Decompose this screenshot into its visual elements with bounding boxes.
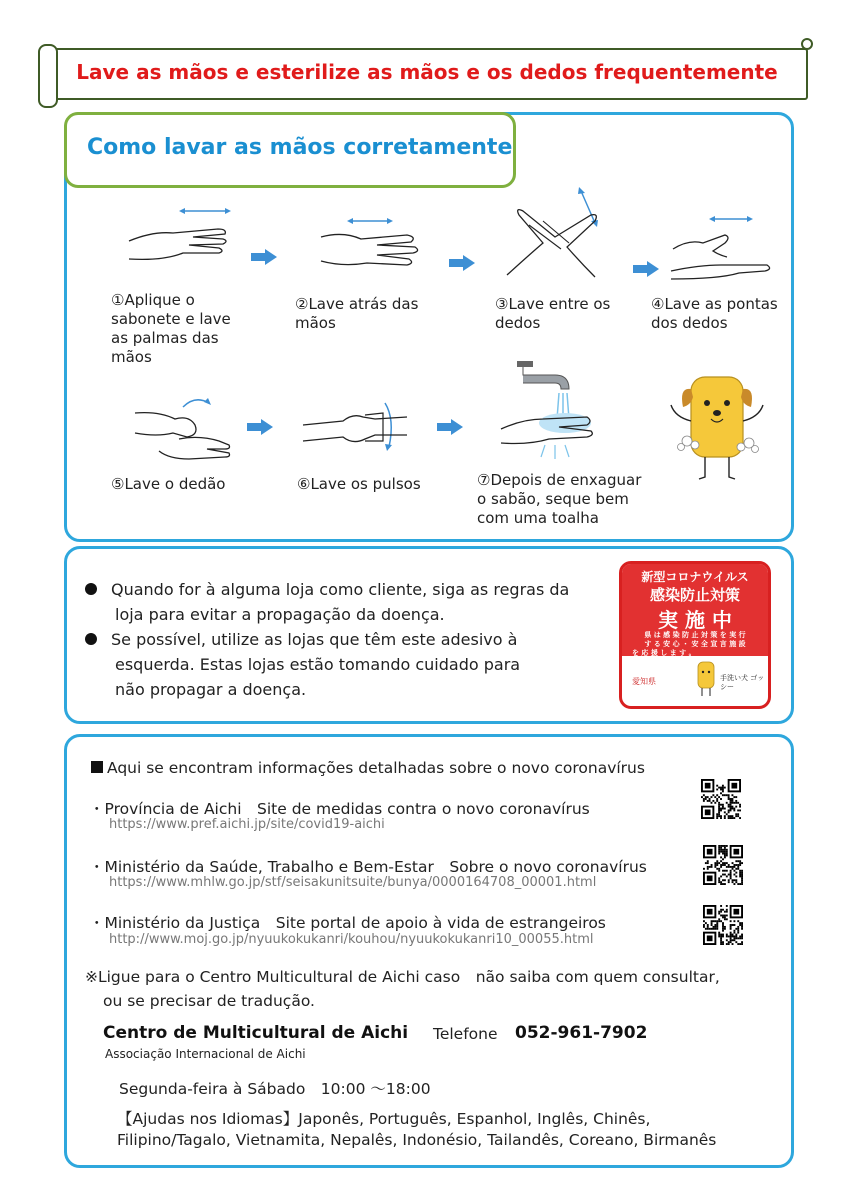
info-heading: Aqui se encontram informações detalhadas sobre o novo coronavírus	[91, 759, 645, 777]
step5-thumb-illustration	[129, 389, 239, 463]
sticker-org-label: 愛知県	[632, 677, 656, 686]
qr-code-aichi-icon[interactable]	[701, 779, 741, 819]
handwashing-title-box	[64, 112, 516, 188]
telephone-label: Telefone	[433, 1025, 498, 1043]
link-title-mhlw: ・Ministério da Saúde, Trabalho e Bem-Estar Sobre o novo coronavírus	[89, 858, 647, 876]
soap-dog-mascot-illustration	[665, 367, 769, 483]
step4-label: ④Lave as pontas dos dedos	[651, 295, 778, 332]
sticker-mascot-label: 手洗い犬 ゴッシー	[720, 674, 765, 691]
association-name: Associação Internacional de Aichi	[105, 1047, 306, 1061]
link-url-mhlw[interactable]: https://www.mhlw.go.jp/stf/seisakunitsuite/bunya/0000164708_00001.html	[109, 875, 597, 890]
square-bullet-icon	[91, 761, 103, 773]
opening-hours: Segunda-feira à Sábado 10:00 ～18:00	[119, 1080, 431, 1098]
step3-label: ③Lave entre os dedos	[495, 295, 611, 332]
step-arrow-icon	[247, 419, 273, 435]
step1-palms-illustration	[123, 201, 243, 271]
shop-rules-panel	[64, 546, 794, 724]
link-url-moj[interactable]: http://www.moj.go.jp/nyuukokukanri/kouhou/nyuukokukanri10_00055.html	[109, 932, 594, 947]
link-url-aichi[interactable]: https://www.pref.aichi.jp/site/covid19-aichi	[109, 817, 385, 832]
step6-label: ⑥Lave os pulsos	[297, 475, 421, 493]
step-arrow-icon	[633, 261, 659, 277]
shop-rule-bullet-1: Quando for à alguma loja como cliente, siga as regras da loja para evitar a propagação da doença.	[85, 577, 569, 627]
step-arrow-icon	[449, 255, 475, 271]
step5-label: ⑤Lave o dedão	[111, 475, 226, 493]
step7-label: ⑦Depois de enxaguar o sabão, seque bem com uma toalha	[477, 471, 642, 527]
link-title-moj: ・Ministério da Justiça Site portal de apoio à vida de estrangeiros	[89, 914, 606, 932]
bullet-dot-icon	[85, 583, 97, 595]
step-arrow-icon	[437, 419, 463, 435]
center-name: Centro de Multicultural de Aichi	[103, 1023, 409, 1043]
sticker-line-6: を 応 援 し ま す 。	[632, 649, 696, 657]
shop-rule-bullet-2: Se possível, utilize as lojas que têm este adesivo à esquerda. Estas lojas estão tomando cuidado para não propagar a doença.	[85, 627, 520, 702]
step4-fingertips-illustration	[669, 209, 779, 281]
sticker-line-3: 実 施 中	[658, 608, 732, 632]
qr-code-moj-icon[interactable]	[703, 905, 743, 945]
step7-rinse-illustration	[499, 359, 599, 465]
title-banner	[46, 48, 808, 100]
step2-back-of-hands-illustration	[317, 211, 427, 273]
step-arrow-icon	[251, 249, 277, 265]
step1-label: ①Aplique o sabonete e lave as palmas das mãos	[111, 291, 231, 366]
consult-note: ※Ligue para o Centro Multicultural de Aichi caso não saiba com quem consultar, ou se precisar de tradução.	[85, 968, 720, 1010]
bullet-dot-icon	[85, 633, 97, 645]
sticker-line-4: 県 は 感 染 防 止 対 策 を 実 行	[644, 631, 746, 639]
sticker-line-5: す る 安 心 ・ 安 全 宣 言 施 設	[644, 640, 746, 648]
banner-title: Lave as mãos e esterilize as mãos e os dedos frequentemente	[76, 60, 778, 84]
infection-prevention-sticker	[619, 561, 771, 709]
handwashing-title: Como lavar as mãos corretamente	[87, 135, 513, 160]
handwashing-panel	[64, 112, 794, 542]
link-title-aichi: ・Província de Aichi Site de medidas contra o novo coronavírus	[89, 800, 590, 818]
sticker-line-1: 新型コロナウイルス	[641, 570, 749, 584]
scroll-curl-right	[801, 38, 813, 50]
telephone-number[interactable]: 052-961-7902	[515, 1023, 648, 1043]
qr-code-mhlw-icon[interactable]	[703, 845, 743, 885]
step3-between-fingers-illustration	[499, 185, 609, 281]
step2-label: ②Lave atrás das mãos	[295, 295, 419, 332]
step6-wrists-illustration	[299, 395, 409, 465]
supported-languages: 【Ajudas nos Idiomas】Japonês, Português, Espanhol, Inglês, Chinês, Filipino/Tagalo, Vietnamita, Nepalês, Indonésio, Tailandês, Coreano, Birmanês	[117, 1110, 717, 1149]
sticker-line-2: 感染防止対策	[649, 586, 740, 604]
information-panel	[64, 734, 794, 1168]
sticker-mascot-icon	[694, 660, 718, 698]
